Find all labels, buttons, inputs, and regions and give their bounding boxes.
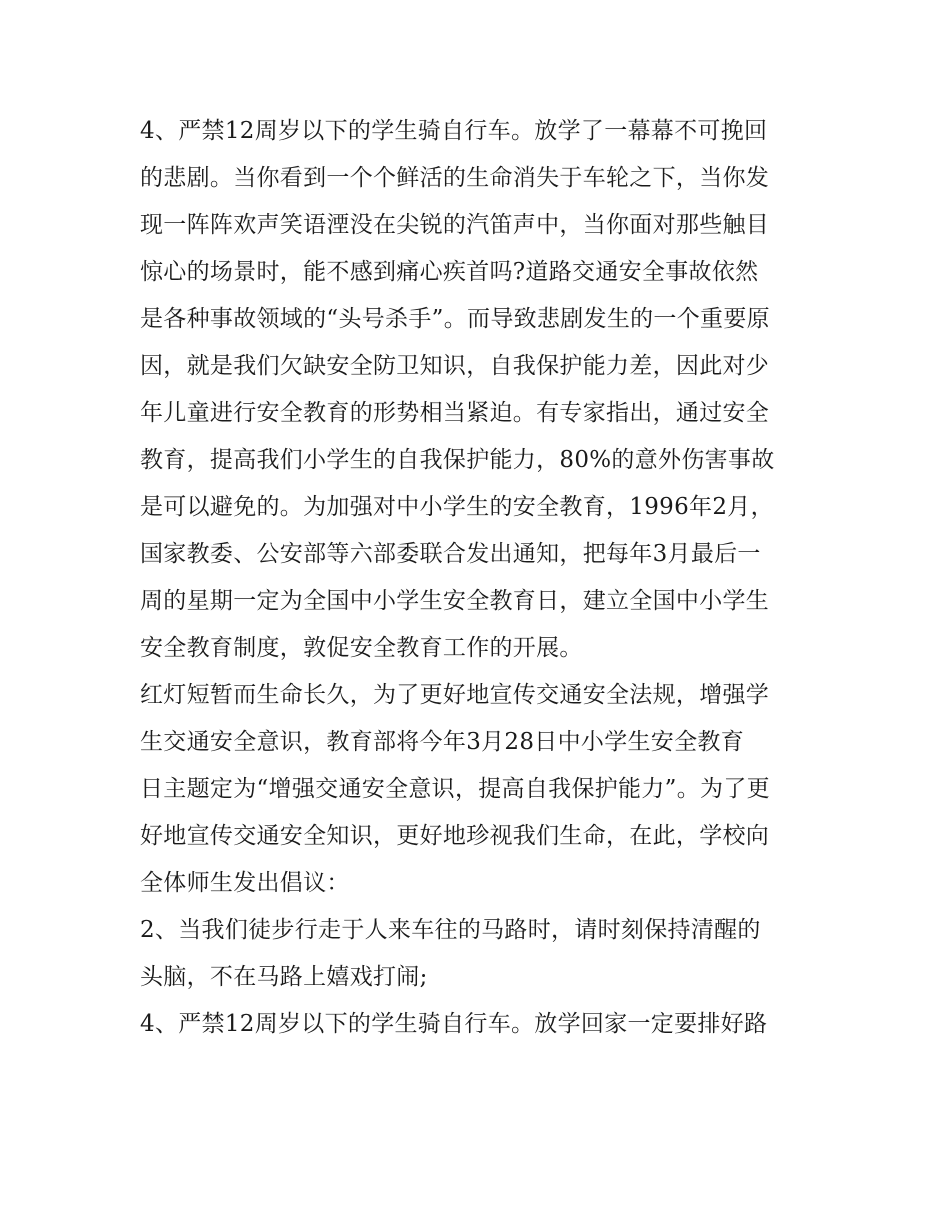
text-line: 全体师生发出倡议：	[140, 870, 350, 896]
text-line: 生交通安全意识，教育部将今年3月28日中小学生安全教育	[140, 729, 744, 755]
text-line: 头脑，不在马路上嬉戏打闹;	[140, 964, 428, 990]
text-line: 4、严禁12周岁以下的学生骑自行车。放学了一幕幕不可挽回	[140, 118, 768, 144]
text-line: 好地宣传交通安全知识，更好地珍视我们生命，在此，学校向	[140, 823, 770, 849]
text-line: 年儿童进行安全教育的形势相当紧迫。有专家指出，通过安全	[140, 400, 770, 426]
text-line: 日主题定为“增强交通安全意识，提高自我保护能力”。为了更	[140, 776, 770, 802]
text-line: 的悲剧。当你看到一个个鲜活的生命消失于车轮之下，当你发	[140, 165, 770, 191]
text-line: 现一阵阵欢声笑语湮没在尖锐的汽笛声中，当你面对那些触目	[140, 212, 770, 238]
text-line: 是各种事故领域的“头号杀手”。而导致悲剧发生的一个重要原	[140, 306, 770, 332]
text-line: 因，就是我们欠缺安全防卫知识，自我保护能力差，因此对少	[140, 353, 770, 379]
text-line: 安全教育制度，敦促安全教育工作的开展。	[140, 635, 583, 661]
text-line: 是可以避免的。为加强对中小学生的安全教育，1996年2月，	[140, 494, 774, 520]
text-line: 惊心的场景时，能不感到痛心疾首吗?道路交通安全事故依然	[140, 259, 759, 285]
text-line: 4、严禁12周岁以下的学生骑自行车。放学回家一定要排好路	[140, 1011, 768, 1037]
text-line: 国家教委、公安部等六部委联合发出通知，把每年3月最后一	[140, 541, 761, 567]
document-body	[140, 108, 820, 1048]
text-line: 教育，提高我们小学生的自我保护能力，80%的意外伤害事故	[140, 447, 775, 473]
text-line: 红灯短暂而生命长久，为了更好地宣传交通安全法规，增强学	[140, 682, 770, 708]
text-line: 2、当我们徒步行走于人来车往的马路时，请时刻保持清醒的	[140, 917, 761, 943]
text-line: 周的星期一定为全国中小学生安全教育日，建立全国中小学生	[140, 588, 770, 614]
